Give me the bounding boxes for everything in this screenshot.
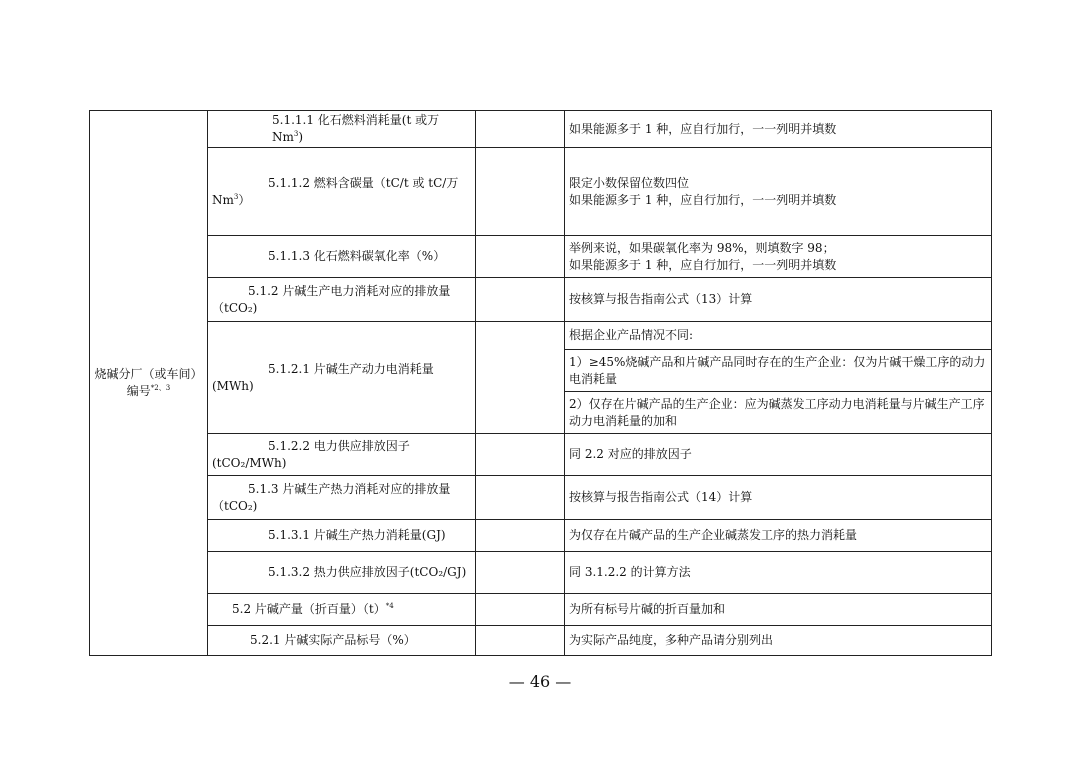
note-cell: 根据企业产品情况不同: <box>565 322 992 350</box>
note-cell: 按核算与报告指南公式（13）计算 <box>565 278 992 322</box>
item-text: 5.1.1.3 化石燃料碳氧化率（%） <box>268 249 446 263</box>
item-text: 5.1.3.2 热力供应排放因子(tCO₂/GJ) <box>268 565 467 579</box>
item-text: 5.2.1 片碱实际产品标号（%） <box>250 633 416 647</box>
value-cell[interactable] <box>476 111 565 148</box>
item-cell <box>208 278 476 322</box>
item-cell <box>208 626 476 656</box>
left-label-cell <box>90 111 208 656</box>
value-cell[interactable] <box>476 322 565 434</box>
emissions-table <box>89 110 992 656</box>
note-cell: 如果能源多于 1 种，应自行加行，一一列明并填数 <box>565 111 992 148</box>
item-tail: ) <box>298 130 304 144</box>
note-cell: 同 3.1.2.2 的计算方法 <box>565 552 992 594</box>
item-text: 5.1.2 片碱生产电力消耗对应的排放量（tCO₂) <box>212 283 451 315</box>
item-cell <box>208 111 476 148</box>
note-line: 如果能源多于 1 种，应自行加行，一一列明并填数 <box>569 257 837 272</box>
note-cell <box>565 148 992 236</box>
note-line: 举例来说，如果碳氧化率为 98%，则填数字 98； <box>569 240 835 255</box>
note-cell: 为所有标号片碱的折百量加和 <box>565 594 992 626</box>
item-cell <box>208 434 476 476</box>
item-text: 5.1.2.2 电力供应排放因子(tCO₂/MWh) <box>212 438 410 470</box>
left-label-sup: *2、3 <box>150 384 171 392</box>
item-cell <box>208 236 476 278</box>
item-cell <box>208 476 476 520</box>
value-cell[interactable] <box>476 148 565 236</box>
value-cell[interactable] <box>476 278 565 322</box>
item-sup: 3 <box>233 192 239 201</box>
note-line: 如果能源多于 1 种，应自行加行，一一列明并填数 <box>569 192 837 207</box>
item-sup: *4 <box>385 602 394 610</box>
note-cell <box>565 236 992 278</box>
value-cell[interactable] <box>476 552 565 594</box>
page-number: — 46 — <box>508 672 572 691</box>
item-text: 5.1.3 片碱生产热力消耗对应的排放量（tCO₂) <box>212 481 451 513</box>
item-text: 5.1.1.2 燃料含碳量（tC/t 或 tC/万 Nm <box>212 175 459 207</box>
item-sup: 3 <box>293 130 299 138</box>
note-cell: 为实际产品纯度，多种产品请分别列出 <box>565 626 992 656</box>
value-cell[interactable] <box>476 520 565 552</box>
item-tail: ） <box>238 192 251 207</box>
item-cell <box>208 594 476 626</box>
note-cell: 1）≥45%烧碱产品和片碱产品同时存在的生产企业：仅为片碱干燥工序的动力电消耗量 <box>565 350 992 392</box>
item-cell <box>208 520 476 552</box>
note-cell: 为仅存在片碱产品的生产企业碱蒸发工序的热力消耗量 <box>565 520 992 552</box>
note-cell: 按核算与报告指南公式（14）计算 <box>565 476 992 520</box>
item-text: 5.1.2.1 片碱生产动力电消耗量(MWh) <box>212 361 434 393</box>
note-line: 限定小数保留位数四位 <box>569 175 690 190</box>
value-cell[interactable] <box>476 626 565 656</box>
item-cell <box>208 552 476 594</box>
note-cell: 2）仅存在片碱产品的生产企业：应为碱蒸发工序动力电消耗量与片碱生产工序动力电消耗量的加和 <box>565 392 992 434</box>
note-cell: 同 2.2 对应的排放因子 <box>565 434 992 476</box>
value-cell[interactable] <box>476 236 565 278</box>
left-label: 烧碱分厂（或车间）编号 <box>94 367 203 398</box>
item-cell <box>208 322 476 434</box>
item-text: 5.1.3.1 片碱生产热力消耗量(GJ) <box>268 528 446 542</box>
item-text: 5.1.1.1 化石燃料消耗量(t 或万 Nm <box>272 113 440 144</box>
value-cell[interactable] <box>476 594 565 626</box>
value-cell[interactable] <box>476 434 565 476</box>
value-cell[interactable] <box>476 476 565 520</box>
item-cell <box>208 148 476 236</box>
item-text: 5.2 片碱产量（折百量）（t） <box>232 602 386 616</box>
